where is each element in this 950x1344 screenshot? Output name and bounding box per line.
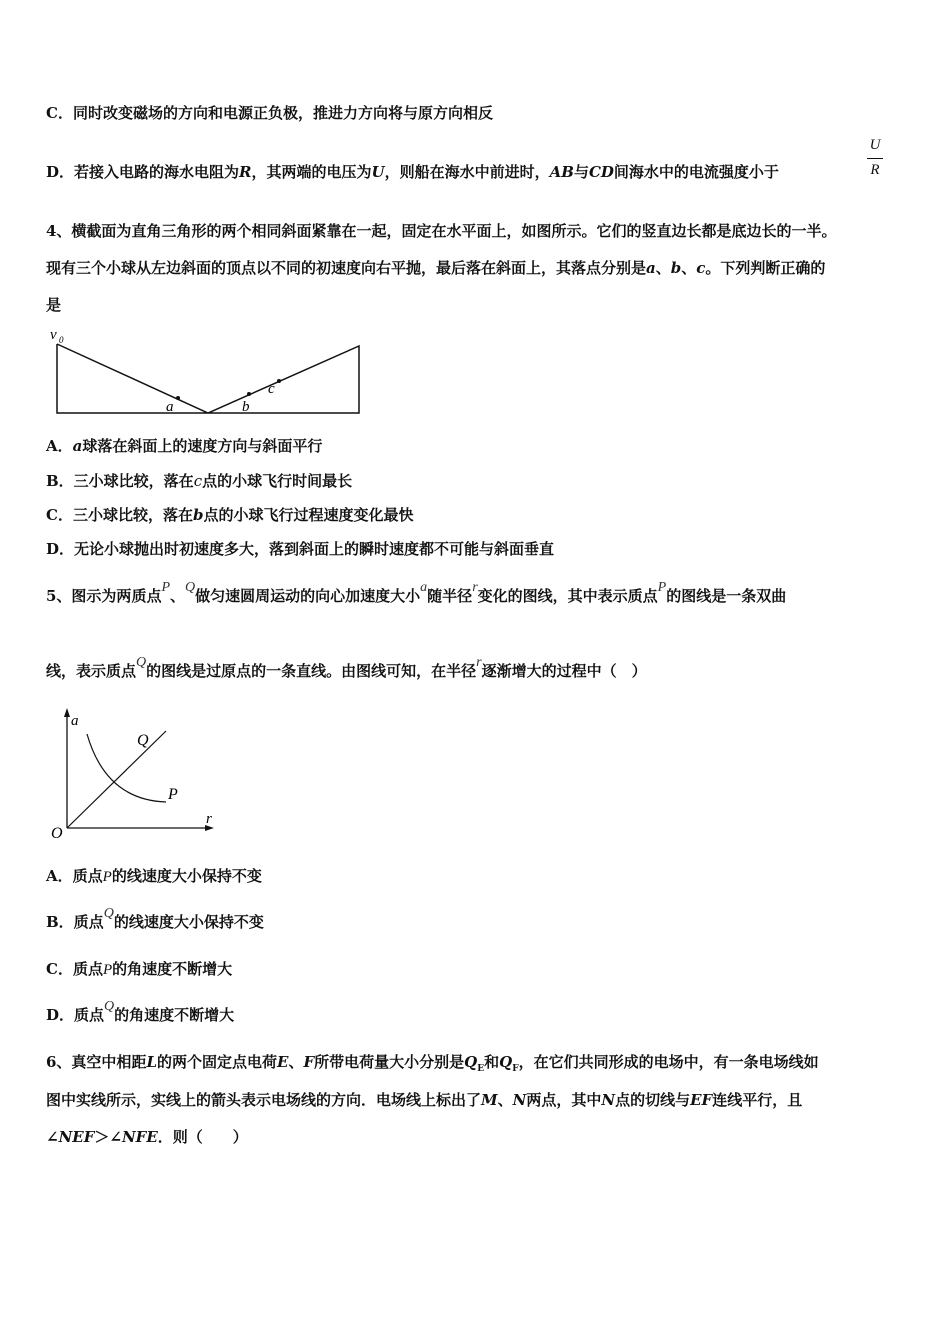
text: 和 [484,1053,500,1071]
q4-stem-line3: 是 [46,296,62,314]
q3-option-c: C．同时改变磁场的方向和电源正负极，推进力方向将与原方向相反 [46,104,493,122]
text: 的角速度不断增大 [112,960,233,978]
text: 。下列判断正确的 [705,259,826,277]
q4-option-d: D．无论小球抛出时初速度多大，落到斜面上的瞬时速度都不可能与斜面垂直 [46,540,555,558]
q5-stem-line1 [46,580,787,608]
text: D．质点 [46,1006,105,1024]
text: D．若接入电路的海水电阻为 [46,163,240,181]
q4-option-b [46,471,352,491]
var-q: Q [136,655,147,670]
label-axis-r: r [206,811,212,827]
fraction-numerator: U [869,137,881,153]
text: 、 [655,259,671,277]
sub: F [512,1064,519,1074]
text: 6、真空中相距 [46,1053,147,1071]
text: 所带电荷量大小分别是 [314,1053,465,1071]
var: b [192,506,204,524]
q4-option-c [46,505,413,525]
text: B．三小球比较，落在 [46,472,194,490]
text: 、 [170,587,186,605]
text: 的两个固定点电荷 [157,1053,278,1071]
var-ef: EF [690,1091,713,1109]
var-c: c [696,259,706,277]
text: 点的切线与 [615,1091,691,1109]
q6-stem-line1 [46,1052,819,1079]
q5-option-c [46,959,232,980]
q6-stem-line3 [46,1127,248,1147]
q4-stem-line2 [46,258,825,278]
text: ，在它们共同形成的电场中，有一条电场线如 [518,1053,819,1071]
var-l: L [146,1053,157,1071]
q5-stem-line2 [46,655,647,683]
text: 图中实线所示，实线上的箭头表示电场线的方向．电场线上标出了 [46,1091,482,1109]
inclines-outline [57,344,359,413]
q4-option-a [46,436,322,456]
var-r: r [472,580,478,595]
text: 随半径 [427,587,473,605]
var-a: a [646,259,656,277]
var-p: P [161,580,171,595]
var-n: N [601,1091,616,1109]
q6-stem-line2 [46,1090,802,1110]
var-r: r [476,655,482,670]
point-a [176,396,180,400]
label-P: P [168,786,178,803]
var-p: P [102,962,113,978]
text: 连线平行，且 [712,1091,803,1109]
q5-option-b [46,906,264,934]
text: 、 [497,1091,513,1109]
text: ，则船在海水中前进时， [384,163,550,181]
var-qf: Q [499,1053,513,1071]
var-e: E [277,1053,289,1071]
text: 现有三个小球从左边斜面的顶点以不同的初速度向右平抛，最后落在斜面上，其落点分别是 [46,259,647,277]
text: A． [46,437,73,455]
text: B．质点 [46,913,104,931]
fraction-bar [867,158,883,159]
label-a: a [166,399,174,415]
var-p: P [102,869,112,885]
var-cd: CD [588,163,614,181]
text: 变化的图线，其中表示质点 [477,587,658,605]
text: 线，表示质点 [46,662,137,680]
text: 逐渐增大的过程中（ ） [481,662,647,680]
var-p: P [657,580,667,595]
q4-stem-line1: 4、横截面为直角三角形的两个相同斜面紧靠在一起，固定在水平面上，如图所示。它们的竖直边长都是底边长的一半。 [46,222,837,240]
text: 球落在斜面上的速度方向与斜面平行 [82,437,323,455]
text: 与 [573,163,589,181]
y-axis-arrow [64,708,70,717]
point-b [247,392,251,396]
var-m: M [481,1091,498,1109]
var-q: Q [104,999,115,1014]
label-c: c [268,381,275,397]
text: 、 [681,259,697,277]
q5-option-a [46,866,262,887]
var-ab: AB [549,163,574,181]
q4-inclines-figure [46,322,366,418]
var-a: a [420,580,428,595]
text: 点的小球飞行过程速度变化最快 [203,506,414,524]
var-b: b [670,259,682,277]
q3-option-d [46,162,779,182]
text: 、 [288,1053,304,1071]
text: ＞ [94,1128,110,1146]
var-q: Q [185,580,196,595]
label-b: b [242,399,250,415]
line-Q [67,731,166,828]
text: 间海水中的电流强度小于 [613,163,779,181]
text: 两点，其中 [526,1091,602,1109]
label-origin: O [51,825,63,842]
label-v0: v [50,327,57,343]
q5-option-d [46,999,235,1027]
text: 5、图示为两质点 [46,587,162,605]
var-r: R [239,163,252,181]
text: 的图线是一条双曲 [666,587,787,605]
text: C．质点 [46,960,103,978]
label-axis-a: a [71,713,79,729]
angle-nef: ∠NEF [46,1128,95,1146]
text: 点的小球飞行时间最长 [202,472,353,490]
text: 的线速度大小保持不变 [111,867,262,885]
sub: E [477,1064,485,1074]
curve-P [87,734,166,802]
var-u: U [371,163,385,181]
var: c [193,472,203,490]
var-q: Q [103,906,114,921]
q5-graph [46,704,226,844]
text: C．三小球比较，落在 [46,506,193,524]
var-qe: Q [464,1053,478,1071]
text: 的图线是过原点的一条直线。由图线可知，在半径 [146,662,477,680]
text: 做匀速圆周运动的向心加速度大小 [195,587,421,605]
text: 的角速度不断增大 [114,1006,235,1024]
text: ，其两端的电压为 [251,163,372,181]
label-Q: Q [137,732,149,749]
var: a [72,437,83,455]
var-n: N [512,1091,527,1109]
text: 的线速度大小保持不变 [113,913,264,931]
label-v0-sub: 0 [59,335,64,345]
angle-nfe: ∠NFE [109,1128,158,1146]
point-c [277,379,281,383]
var-f: F [303,1053,315,1071]
fraction-denominator: R [870,162,880,178]
text: ．则（ ） [157,1128,248,1146]
text: A．质点 [46,867,103,885]
